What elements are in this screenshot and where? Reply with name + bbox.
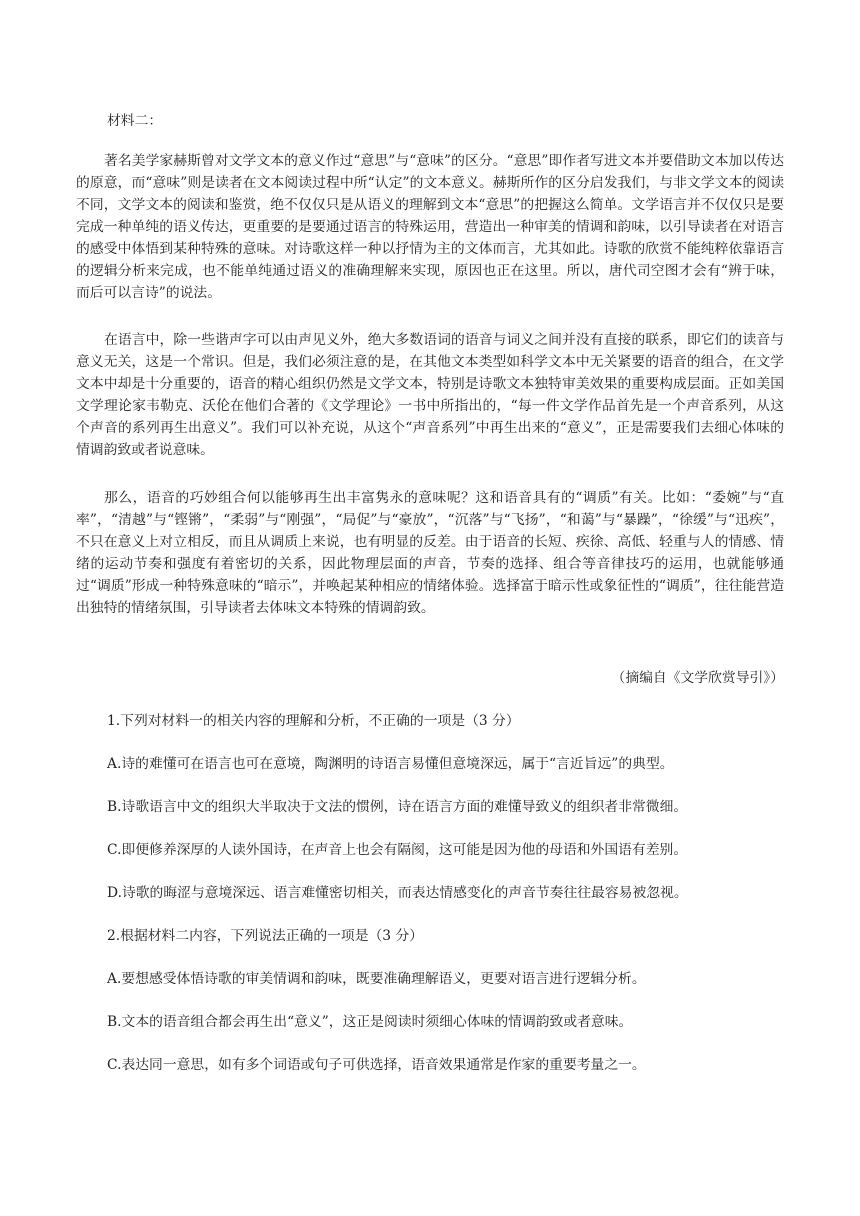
question-2-stem: 2.根据材料二内容，下列说法正确的一项是（3 分） — [107, 928, 424, 944]
question-1-option-c: C.即便修养深厚的人读外国诗，在声音上也会有隔阂，这可能是因为他的母语和外国语有差别。 — [107, 842, 688, 858]
question-1-option-b: B.诗歌语言中文的组织大半取决于文法的惯例，诗在语言方面的难懂导致义的组织者非常微细。 — [107, 799, 688, 815]
paragraph-1: 著名美学家赫斯曾对文学文本的意义作过“意思”与“意味”的区分。“意思”即作者写进文本并要借助文本加以传达的原意，而“意味”则是读者在文本阅读过程中所“认定”的文本意义。赫斯所作的区分启发我们，与非文学文本的阅读不同，文学文本的阅读和鉴赏，绝不仅仅只是从语义的理解到文本“意思”的把握这么简单。文学语言并不仅仅只是要完成一种单纯的语义传达，更重要的是要通过语言的特殊运用，营造出一种审美的情调和韵味，以引导读者在对语言的感受中体悟到某种特殊的意味。对诗歌这样一种以抒情为主的文体而言，尤其如此。诗歌的欣赏不能纯粹依靠语言的逻辑分析来完成，也不能单纯通过语义的准确理解来实现，原因也正在这里。所以，唐代司空图才会有“辨于味，而后可以言诗”的说法。 — [76, 153, 784, 301]
question-2-option-c: C.表达同一意思，如有多个词语或句子可供选择，语音效果通常是作家的重要考量之一。 — [107, 1057, 646, 1073]
question-1-option-d: D.诗歌的晦涩与意境深远、语言难懂密切相关，而表达情感变化的声音节奏往往最容易被忽视。 — [107, 885, 688, 901]
section-heading: 材料二： — [107, 113, 163, 129]
question-2-option-b: B.文本的语音组合都会再生出“意义”，这正是阅读时须细心体味的情调韵致或者意味。 — [107, 1014, 633, 1030]
question-2-option-a: A.要想感受体悟诗歌的审美情调和韵味，既要准确理解语义，更要对语言进行逻辑分析。 — [107, 971, 646, 987]
question-1-option-a: A.诗的难懂可在语言也可在意境，陶渊明的诗语言易懂但意境深远，属于“言近旨远”的典型。 — [107, 756, 674, 772]
paragraph-3: 那么，语音的巧妙组合何以能够再生出丰富隽永的意味呢？这和语音具有的“调质”有关。比如：“委婉”与“直率”，“清越”与“铿锵”，“柔弱”与“刚强”，“局促”与“豪放”，“沉落”与“飞扬”，“和蔼”与“暴躁”，“徐缓”与“迅疾”，不只在意义上对立相反，而且从调质上来说，也有明显的反差。由于语音的长短、疾徐、高低、轻重与人的情感、情绪的运动节奏和强度有着密切的关系，因此物理层面的声音，节奏的选择、组合等音律技巧的运用，也就能够通过“调质”形成一种特殊意味的“暗示”，并唤起某种相应的情绪体验。选择富于暗示性或象征性的“调质”，往往能营造出独特的情绪氛围，引导读者去体味文本特殊的情调韵致。 — [76, 490, 784, 616]
source-citation: （摘编自《文学欣赏导引》） — [611, 670, 784, 686]
question-1-stem: 1.下列对材料一的相关内容的理解和分析，不正确的一项是（3 分） — [107, 713, 520, 729]
paragraph-2: 在语言中，除一些谐声字可以由声见义外，绝大多数语词的语音与词义之间并没有直接的联系，即它们的读音与意义无关，这是一个常识。但是，我们必须注意的是，在其他文本类型如科学文本中无关紧要的语音的组合，在文学文本中却是十分重要的，语音的精心组织仍然是文学文本，特别是诗歌文本独特审美效果的重要构成层面。正如美国文学理论家韦勒克、沃伦在他们合著的《文学理论》一书中所指出的，“每一件文学作品首先是一个声音系列，从这个声音的系列再生出意义”。我们可以补充说，从这个“声音系列”中再生出来的“意义”，正是需要我们去细心体味的情调韵致或者说意味。 — [76, 332, 784, 458]
